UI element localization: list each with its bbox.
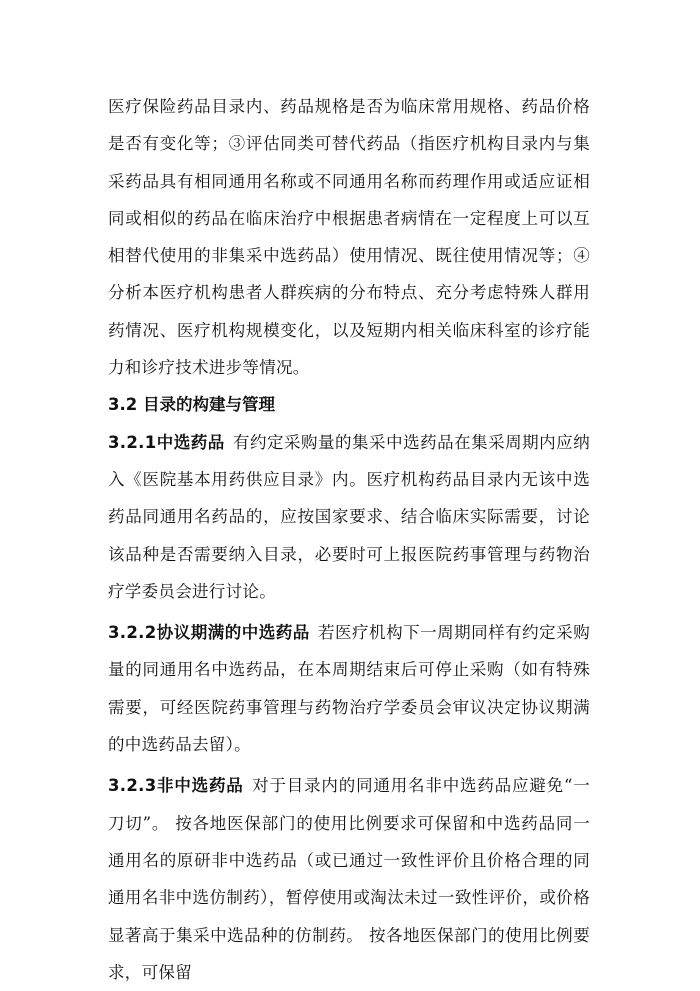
item-number: 3.2.3 [108, 776, 157, 796]
item-paragraph-2 [108, 614, 590, 763]
item-term: 协议期满的中选药品 [156, 623, 310, 643]
item-text: 对于目录内的同通用名非中选药品应避免“一刀切”。 按各地医保部门的使用比例要求可保留和中选药品同一通用名的原研非中选药品（或已通过一致性评价且价格合理的同通用名非中选仿制药），暂停使用或淘汰未过一致性评价，或价格显著高于集采中选品种的仿制药。 按各地医保部门的使用比例要求，可保留 [108, 776, 591, 982]
item-term: 中选药品 [156, 432, 225, 452]
document-body [108, 88, 590, 991]
item-number: 3.2.1 [108, 432, 157, 452]
item-term: 非中选药品 [156, 776, 244, 796]
item-text: 若医疗机构下一周期同样有约定采购量的同通用名中选药品，在本周期结束后可停止采购（如有特殊需要，可经医院药事管理与药物治疗学委员会审议决定协议期满的中选药品去留）。 [108, 623, 590, 755]
item-number: 3.2.2 [108, 623, 157, 643]
item-paragraph-3 [108, 767, 590, 991]
item-paragraph-1 [108, 424, 590, 610]
item-text: 有约定采购量的集采中选药品在集采周期内应纳入《医院基本用药供应目录》内。医疗机构药品目录内无该中选药品同通用名药品的，应按国家要求、结合临床实际需要，讨论该品种是否需要纳入目录，必要时可上报医院药事管理与药物治疗学委员会进行讨论。 [108, 432, 590, 601]
intro-paragraph [108, 88, 590, 386]
section-heading: 3.2 目录的构建与管理 [108, 395, 275, 415]
intro-text: 医疗保险药品目录内、药品规格是否为临床常用规格、药品价格是否有变化等；③评估同类可替代药品（指医疗机构目录内与集采药品具有相同通用名称或不同通用名称而药理作用或适应证相同或相似的药品在临床治疗中根据患者病情在一定程度上可以互相替代使用的非集采中选药品）使用情况、既往使用情况等；④分析本医疗机构患者人群疾病的分布特点、充分考虑特殊人群用药情况、医疗机构规模变化，以及短期内相关临床科室的诊疗能力和诊疗技术进步等情况。 [108, 97, 590, 378]
